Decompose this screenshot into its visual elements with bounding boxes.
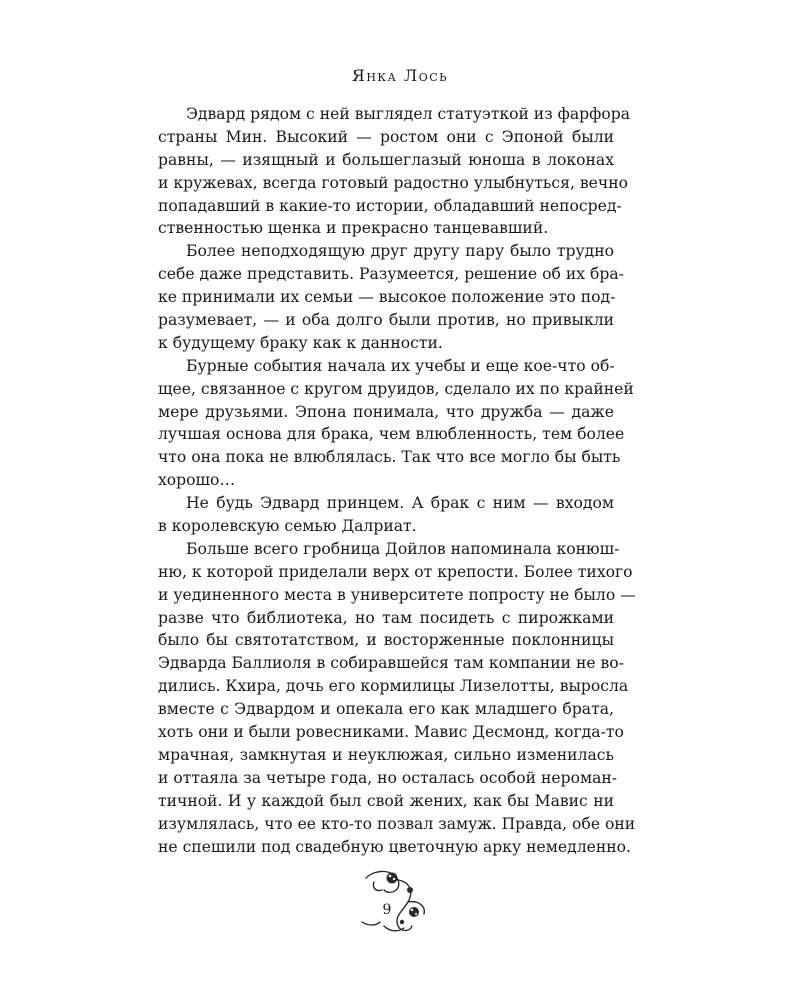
text-line: попадавший в какие-то истории, обладавший непосред- <box>158 196 622 215</box>
text-line: ню, к которой приделали верх от крепости. Более тихого <box>158 562 633 581</box>
text-line: к будущему браку как к данности. <box>158 333 443 352</box>
floral-ornament-icon <box>354 866 444 938</box>
text-line: и оттаяла за четыре года, но осталась особой нероман- <box>158 768 618 787</box>
text-line: хорошо… <box>158 471 236 490</box>
text-line: вместе с Эдвардом и опекала его как младшего брата, <box>158 700 614 719</box>
text-line: не спешили под свадебную цветочную арку немедленно. <box>158 837 632 856</box>
text-line: ке принимали их семьи — высокое положение это под- <box>158 288 616 307</box>
text-line: и кружевах, всегда готовый радостно улыбнуться, вечно <box>158 173 629 192</box>
text-line: Более неподходящую друг другу пару было трудно <box>186 242 614 261</box>
text-line: хоть они и были ровесниками. Мавис Десмонд, когда-то <box>158 723 624 742</box>
text-line: что она пока не влюблялась. Так что все могло бы быть <box>158 448 621 467</box>
text-line: мере друзьями. Эпона понимала, что дружба — даже <box>158 402 614 421</box>
text-line: тичной. И у каждой был свой жених, как бы Мавис ни <box>158 791 614 810</box>
text-line: мрачная, замкнутая и неуклюжая, сильно изменилась <box>158 745 614 764</box>
text-line: Не будь Эдвард принцем. А брак с ним — входом <box>186 494 614 513</box>
text-line: Эдварда Баллиоля в собиравшейся там компании не во- <box>158 654 624 673</box>
text-line: Бурные события начала их учебы и еще кое-что об- <box>186 356 615 375</box>
text-line: лучшая основа для брака, чем влюбленность, тем более <box>158 425 625 444</box>
text-line: было бы святотатством, и восторженные поклонницы <box>158 631 614 650</box>
text-line: щее, связанное с кругом друидов, сделало их по крайней <box>158 379 634 398</box>
text-line: себе даже представить. Разумеется, решение об их бра- <box>158 265 624 284</box>
text-line: Эдвард рядом с ней выглядел статуэткой из фарфора <box>186 105 631 123</box>
text-line: Больше всего гробница Дойлов напоминала конюш- <box>186 539 620 558</box>
text-line: разумевает, — и оба долго были против, но привыкли <box>158 311 614 330</box>
body-text <box>158 103 636 858</box>
running-title: Янка Лось <box>351 66 449 85</box>
text-line: дились. Кхира, дочь его кормилицы Лизелотты, выросла <box>158 677 629 696</box>
text-line: ственностью щенка и прекрасно танцевавший. <box>158 219 549 238</box>
text-line: изумлялась, что ее кто-то позвал замуж. Правда, обе они <box>158 814 636 833</box>
page-number: 9 <box>382 902 392 918</box>
text-line: и уединенного места в университете попросту не было — <box>158 585 636 604</box>
text-line: в королевскую семью Далриат. <box>158 517 417 536</box>
text-line: равны, — изящный и большеглазый юноша в локонах <box>158 150 614 169</box>
text-line: разве что библиотека, но там посидеть с пирожками <box>158 608 614 627</box>
text-line: страны Мин. Высокий — ростом они с Эпоной были <box>158 127 614 146</box>
